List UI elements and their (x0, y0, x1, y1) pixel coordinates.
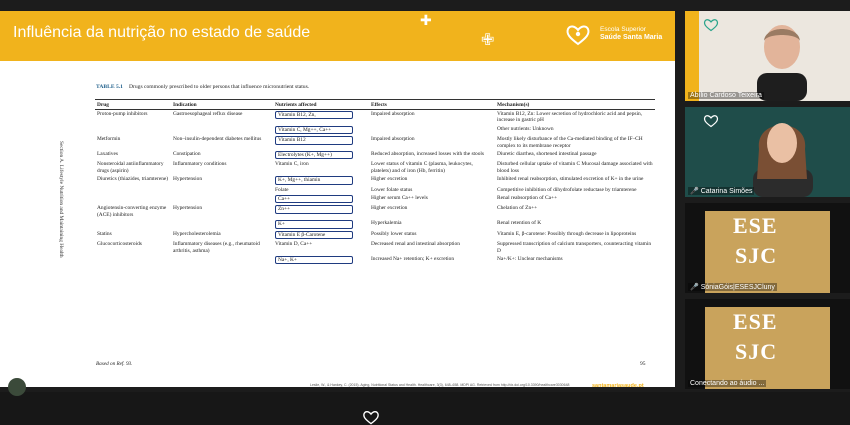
table-row (95, 135, 655, 150)
participant-name (688, 380, 766, 387)
article-reference: Leslie, W., & Hankey, C. (2015). Aging, Nutritional Status and Health. Healthcare, 3(3), 648–658. MDPI AG. Retrieved from http://dx.doi.org/10.3390/healthcare3030648 (310, 383, 570, 387)
cell-nutrients: Vitamin C, iron (275, 161, 309, 168)
meeting-bottom-bar (0, 392, 850, 425)
book-section-side-text: Section A. Lifestyle Nutrition and Maintaining Health (58, 141, 64, 258)
table-row (95, 240, 655, 255)
cell-mechanism: Mostly likely disturbance of the Ca-mediated binding of the IF–CH complex to its membrane receptor (497, 136, 643, 149)
cell-nutrients: Folate (275, 186, 289, 193)
participant-tile[interactable] (685, 203, 850, 293)
cell-indication: Hypertension (173, 205, 203, 212)
cell-mechanism: Renal reabsorption of Ca++ (497, 195, 558, 202)
cell-drug: Laxatives (97, 151, 118, 158)
nutrient-highlight-box: Zn++ (275, 205, 353, 213)
table-row (95, 175, 655, 185)
cell-nutrients (273, 230, 369, 240)
cell-drug: Diuretics (thiazides, triamterene) (97, 176, 169, 183)
cell-nutrients (273, 255, 369, 265)
cell-mechanism: Vitamin E, β-carotene: Possibly through decrease in lipoproteins (497, 230, 637, 237)
cell-effects: Reduced absorption, increased losses with the stools (371, 151, 485, 158)
cell-indication (171, 194, 273, 204)
cell-indication (171, 186, 273, 194)
cell-indication: Inflammatory conditions (173, 161, 227, 168)
cell-nutrients (273, 135, 369, 150)
nutrient-highlight-box: K+ (275, 220, 353, 228)
cell-nutrients (273, 219, 369, 229)
cell-effects: Hyperkalemia (371, 220, 402, 227)
school-logo-icon (703, 17, 719, 33)
color-stripe (685, 11, 699, 101)
table-row (95, 150, 655, 160)
seal-lettering: ESE (733, 309, 778, 334)
slide-title: Influência da nutrição no estado de saúde (13, 24, 311, 41)
cell-mechanism: Chelation of Zn++ (497, 205, 538, 212)
nutrient-highlight-box: K+, Mg++, thiamin (275, 176, 353, 184)
cell-indication (171, 125, 273, 135)
cell-effects: Lower folate status (371, 186, 413, 193)
school-seal-image (705, 307, 830, 389)
cell-indication: Gastroesophageal reflux disease (173, 111, 243, 117)
cell-indication: Hypercholesterolemia (173, 230, 221, 237)
participant-name-text: Abílio Cardoso Teixeira (690, 92, 762, 99)
cell-nutrients: Vitamin D, Ca++ (275, 241, 313, 248)
school-logo-icon (703, 113, 719, 129)
participant-tile[interactable] (685, 11, 850, 101)
cell-nutrients (273, 175, 369, 185)
column-header-mechanism: Mechanism(s) (495, 100, 655, 110)
nutrient-highlight-box: Ca++ (275, 195, 353, 203)
cell-drug (95, 194, 171, 204)
column-header-nutrients: Nutrients affected (273, 100, 369, 110)
cell-mechanism: Diuretic diarrhea, shortened intestinal passage (497, 151, 597, 158)
table-row (95, 160, 655, 175)
nutrient-highlight-box: Vitamin B12 (275, 136, 353, 144)
nutrient-highlight-box: Vitamin B12, Zn, (275, 111, 353, 119)
participant-name (688, 92, 764, 99)
cell-mechanism: Suppressed transcription of calcium transporters, counteracting vitamin D (497, 241, 652, 254)
cell-mechanism: Competitive inhibition of dihydrofolate reductase by triamterene (497, 186, 637, 193)
cell-drug (95, 186, 171, 194)
cell-drug (95, 219, 171, 229)
cell-effects: Impaired absorption (371, 111, 415, 117)
participant-video-person (747, 15, 817, 101)
cell-effects: Lower status of vitamin C (plasma, leukocytes, platelets) and of iron (Hb, ferritin) (371, 161, 473, 174)
meeting-logo-icon (358, 410, 384, 425)
table-row (95, 125, 655, 135)
cell-nutrients (273, 204, 369, 219)
nutrient-highlight-box: Electrolytes (K+, Mg++) (275, 151, 353, 159)
column-header-effects: Effects (369, 100, 495, 110)
table-source-note (96, 361, 132, 367)
cell-effects: Decreased renal and intestinal absorption (371, 241, 460, 248)
table-row (95, 230, 655, 240)
seal-lettering: SJC (735, 243, 778, 268)
source-text: Based on Ref. 93. (96, 361, 133, 367)
cell-mechanism: Other nutrients: Unknown (497, 125, 554, 132)
table-title: Drugs commonly prescribed to older persons that influence micronutrient status. (128, 84, 310, 90)
nutrient-highlight-box: Na+, K+ (275, 256, 353, 264)
cell-nutrients (273, 150, 369, 160)
presenter-avatar[interactable] (8, 378, 26, 396)
table-header-row (95, 100, 655, 110)
participant-name (688, 283, 777, 291)
nutrient-highlight-box: Vitamin E β-Carotene (275, 231, 353, 239)
cell-effects: Higher excretion (371, 205, 408, 212)
cell-mechanism: Disturbed cellular uptake of vitamin C Mucosal damage associated with blood loss (497, 161, 653, 174)
cell-indication: Non–insulin-dependent diabetes mellitus (173, 136, 262, 143)
participant-name-text: Conectando ao áudio ... (690, 380, 765, 387)
cell-drug: Nonsteroidal antiinflammatory drugs (aspirin) (97, 161, 164, 174)
seal-lettering: ESE (733, 213, 778, 238)
participant-name (688, 187, 754, 195)
cell-nutrients (273, 125, 369, 135)
cell-drug: Metformin (97, 136, 121, 143)
column-header-drug: Drug (95, 100, 171, 110)
column-header-indication: Indication (171, 100, 273, 110)
school-name-line2: Saúde Santa Maria (600, 34, 663, 41)
plus-outline-decoration-icon: ✙ (481, 32, 495, 49)
table-row (95, 255, 655, 265)
cell-drug (95, 125, 171, 135)
cell-mechanism: Na+/K+: Unclear mechanisms (497, 255, 563, 262)
cell-effects (369, 125, 495, 135)
participant-tile[interactable] (685, 107, 850, 197)
cell-nutrients (273, 110, 369, 125)
cell-mechanism: Inhibited renal reabsorption, stimulated excretion of K+ in the urine (497, 176, 644, 183)
footer-url: santamariasaude.pt (592, 383, 644, 387)
cell-nutrients (273, 194, 369, 204)
table-label: TABLE 5.1 (96, 84, 123, 90)
cell-mechanism: Vitamin B12, Zn: Lower secretion of hydrochloric acid and pepsin, increase in gastric pH (497, 111, 643, 124)
cell-drug: Statins (97, 230, 112, 237)
cell-indication: Constipation (173, 151, 201, 158)
cell-indication: Inflammatory diseases (e.g., rheumatoid arthritis, asthma) (173, 241, 260, 254)
school-logo-icon (565, 24, 591, 46)
drugs-table (95, 99, 655, 265)
cell-effects: Higher excretion (371, 176, 408, 183)
cell-indication: Hypertension (173, 176, 203, 183)
table-row (95, 110, 655, 125)
cell-drug: Proton-pump inhibitors (97, 111, 148, 117)
participant-name-text: Catarina Simões (700, 188, 753, 195)
cell-indication (171, 255, 273, 265)
participant-video-person (745, 109, 820, 197)
plus-decoration-icon: ✚ (420, 12, 432, 28)
table-caption (96, 84, 309, 90)
school-name-line1: Escola Superior (600, 26, 646, 33)
cell-effects: Possibly lower status (371, 230, 417, 237)
cell-drug: Angiotensin-converting enzyme (ACE) inhibitors (97, 205, 167, 218)
muted-mic-icon: 🎤 (690, 188, 699, 195)
table-row (95, 194, 655, 204)
page-number: 95 (640, 361, 646, 367)
cell-drug: Glucocorticosteroids (97, 241, 142, 248)
cell-drug (95, 255, 171, 265)
participant-name-text: SóniaGóis|ESESJCluny (700, 284, 775, 291)
cell-indication (171, 219, 273, 229)
cell-effects: Impaired absorption (371, 136, 415, 143)
cell-mechanism: Renal retention of K (497, 220, 542, 227)
cell-effects: Increased Na+ retention; K+ excretion (371, 255, 455, 262)
seal-lettering: SJC (735, 339, 778, 364)
table-row (95, 204, 655, 219)
table-body (95, 110, 655, 266)
school-name (600, 26, 662, 42)
slide-header (0, 11, 675, 61)
muted-mic-icon: 🎤 (690, 284, 699, 291)
shared-slide (0, 11, 675, 387)
table-row (95, 186, 655, 194)
participant-tile[interactable] (685, 299, 850, 389)
cell-effects: Higher serum Ca++ levels (371, 195, 428, 202)
nutrient-highlight-box: Vitamin C, Mg++, Ca++ (275, 126, 353, 134)
table-row (95, 219, 655, 229)
school-seal-image (705, 211, 830, 293)
